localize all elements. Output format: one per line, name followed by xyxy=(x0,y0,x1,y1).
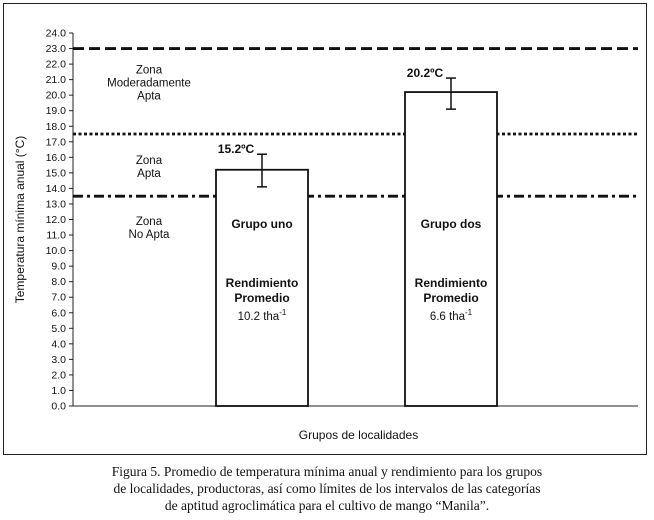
y-tick-label: 23.0 xyxy=(45,43,66,56)
y-tick-label: 10.0 xyxy=(45,245,66,258)
y-tick-label: 12.0 xyxy=(45,214,66,226)
caption-line-3: de aptitud agroclimática para el cultivo de mango “Manila”. xyxy=(164,498,490,513)
data-label: 20.2ºC xyxy=(406,66,444,81)
x-axis-title: Grupos de localidades xyxy=(298,428,419,442)
y-tick-label: 21.0 xyxy=(45,74,66,87)
y-tick-label: 17.0 xyxy=(45,136,66,149)
zone-label: No Apta xyxy=(128,228,170,241)
y-tick-label: 20.0 xyxy=(45,89,66,102)
y-tick-label: 16.0 xyxy=(45,151,66,164)
caption-line-1: Figura 5. Promedio de temperatura mínima anual y rendimiento para los grupos xyxy=(111,464,543,479)
category-label: Grupo dos xyxy=(420,217,482,231)
zone-label: Zona xyxy=(135,64,163,77)
yield-title: Promedio xyxy=(234,291,290,305)
y-tick-label: 22.0 xyxy=(45,58,66,71)
yield-value-text: 10.2 tha xyxy=(237,311,280,323)
data-label: 15.2ºC xyxy=(217,142,255,157)
yield-title: Promedio xyxy=(423,291,479,305)
y-tick-label: 2.0 xyxy=(51,369,66,382)
y-tick-label: 7.0 xyxy=(51,291,66,304)
zone-label: Moderadamente xyxy=(107,77,191,90)
yield-unit-superscript: -1 xyxy=(279,308,287,317)
category-label: Grupo uno xyxy=(231,217,293,231)
yield-title: Rendimiento xyxy=(414,276,488,290)
zone-label: Apta xyxy=(137,90,161,103)
y-tick-label: 1.0 xyxy=(51,384,66,397)
y-tick-label: 9.0 xyxy=(51,260,66,273)
caption-line-2: de localidades, productoras, así como límites de los intervalos de las categorías xyxy=(113,481,541,496)
zone-label: Zona xyxy=(135,155,163,168)
zone-label: Apta xyxy=(137,168,161,181)
zone-label: Zona xyxy=(135,215,163,228)
yield-value-text: 6.6 tha xyxy=(429,311,466,323)
yield-title: Rendimiento xyxy=(225,276,299,290)
y-tick-label: 18.0 xyxy=(45,120,66,133)
bar xyxy=(405,92,497,406)
y-tick-label: 0.0 xyxy=(51,400,66,413)
y-tick-label: 8.0 xyxy=(51,276,66,289)
y-tick-label: 5.0 xyxy=(51,322,66,335)
y-tick-label: 14.0 xyxy=(45,182,66,195)
y-tick-label: 3.0 xyxy=(51,353,66,366)
y-tick-label: 19.0 xyxy=(45,105,66,118)
y-tick-label: 11.0 xyxy=(46,229,66,242)
figure-caption xyxy=(0,463,654,514)
y-tick-label: 13.0 xyxy=(45,198,66,211)
y-tick-label: 24.0 xyxy=(45,27,66,40)
y-axis-title: Temperatura mínima anual (°C) xyxy=(13,135,27,304)
y-tick-label: 4.0 xyxy=(51,338,66,351)
y-tick-label: 15.0 xyxy=(45,167,66,180)
y-tick-label: 6.0 xyxy=(51,307,66,320)
yield-unit-superscript: -1 xyxy=(465,308,473,317)
